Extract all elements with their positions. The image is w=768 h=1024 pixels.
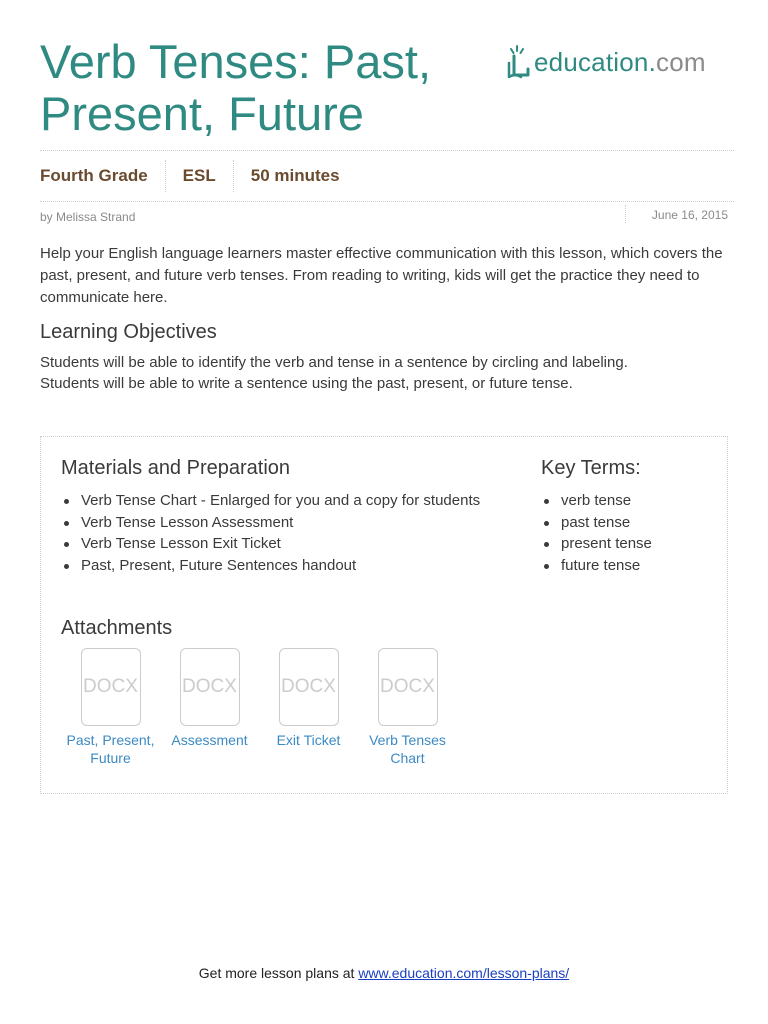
- key-terms-list: [541, 490, 711, 577]
- logo-text: education.com: [534, 46, 706, 77]
- title-line-2: Present, Future: [40, 87, 364, 140]
- divider: [40, 150, 734, 151]
- materials-heading: Materials and Preparation: [61, 457, 291, 479]
- objective-item: Students will be able to write a sentence using the past, present, or future tense.: [40, 375, 573, 392]
- docx-file-icon[interactable]: DOCX: [81, 648, 141, 726]
- attachment-verb-tenses-chart[interactable]: [358, 648, 457, 767]
- grade-label: Fourth Grade: [40, 166, 148, 185]
- objective-item: Students will be able to identify the verb and tense in a sentence by circling and labeling.: [40, 354, 628, 371]
- lesson-meta: [40, 160, 357, 192]
- key-term-item: verb tense: [541, 490, 711, 512]
- docx-file-icon[interactable]: DOCX: [279, 648, 339, 726]
- materials-list: [61, 490, 531, 577]
- attachment-past-present-future[interactable]: [61, 648, 160, 767]
- docx-file-icon[interactable]: DOCX: [378, 648, 438, 726]
- key-term-item: present tense: [541, 533, 711, 555]
- material-item: Verb Tense Lesson Exit Ticket: [61, 533, 531, 555]
- attachment-exit-ticket[interactable]: [259, 648, 358, 767]
- docx-file-icon[interactable]: DOCX: [180, 648, 240, 726]
- key-term-item: future tense: [541, 555, 711, 577]
- footer: [0, 965, 768, 981]
- divider: [40, 201, 734, 202]
- key-term-item: past tense: [541, 512, 711, 534]
- subject-label: ESL: [182, 166, 216, 185]
- attachments-heading: Attachments: [61, 617, 173, 639]
- title-line-1: Verb Tenses: Past,: [40, 35, 432, 88]
- key-terms-heading: Key Terms:: [541, 457, 641, 479]
- attachment-link[interactable]: Verb Tenses Chart: [369, 732, 446, 766]
- duration-label: 50 minutes: [250, 166, 340, 185]
- attachment-link[interactable]: Past, Present, Future: [66, 732, 155, 766]
- footer-text: Get more lesson plans at: [198, 965, 359, 981]
- attachment-assessment[interactable]: [160, 648, 259, 767]
- education-logo[interactable]: [506, 42, 706, 82]
- date-separator: [625, 205, 626, 223]
- book-person-logo-icon: [506, 43, 532, 81]
- publish-date: June 16, 2015: [651, 208, 728, 222]
- materials-panel: [40, 436, 728, 794]
- material-item: Verb Tense Lesson Assessment: [61, 512, 531, 534]
- material-item: Verb Tense Chart - Enlarged for you and a copy for students: [61, 490, 531, 512]
- attachment-link[interactable]: Assessment: [171, 732, 248, 748]
- attachment-link[interactable]: Exit Ticket: [276, 732, 341, 748]
- lesson-plans-link[interactable]: www.education.com/lesson-plans/: [358, 965, 570, 981]
- learning-objectives-list: [40, 352, 730, 394]
- attachments-list: [61, 648, 457, 767]
- lesson-intro: Help your English language learners master effective communication with this lesson, which covers the past, present, and future verb tenses. From reading to writing, kids will get the practice they need to communicate here.: [40, 245, 723, 306]
- learning-objectives-heading: Learning Objectives: [40, 321, 217, 343]
- page-title: [40, 36, 480, 140]
- material-item: Past, Present, Future Sentences handout: [61, 555, 531, 577]
- author-byline: by Melissa Strand: [40, 210, 136, 224]
